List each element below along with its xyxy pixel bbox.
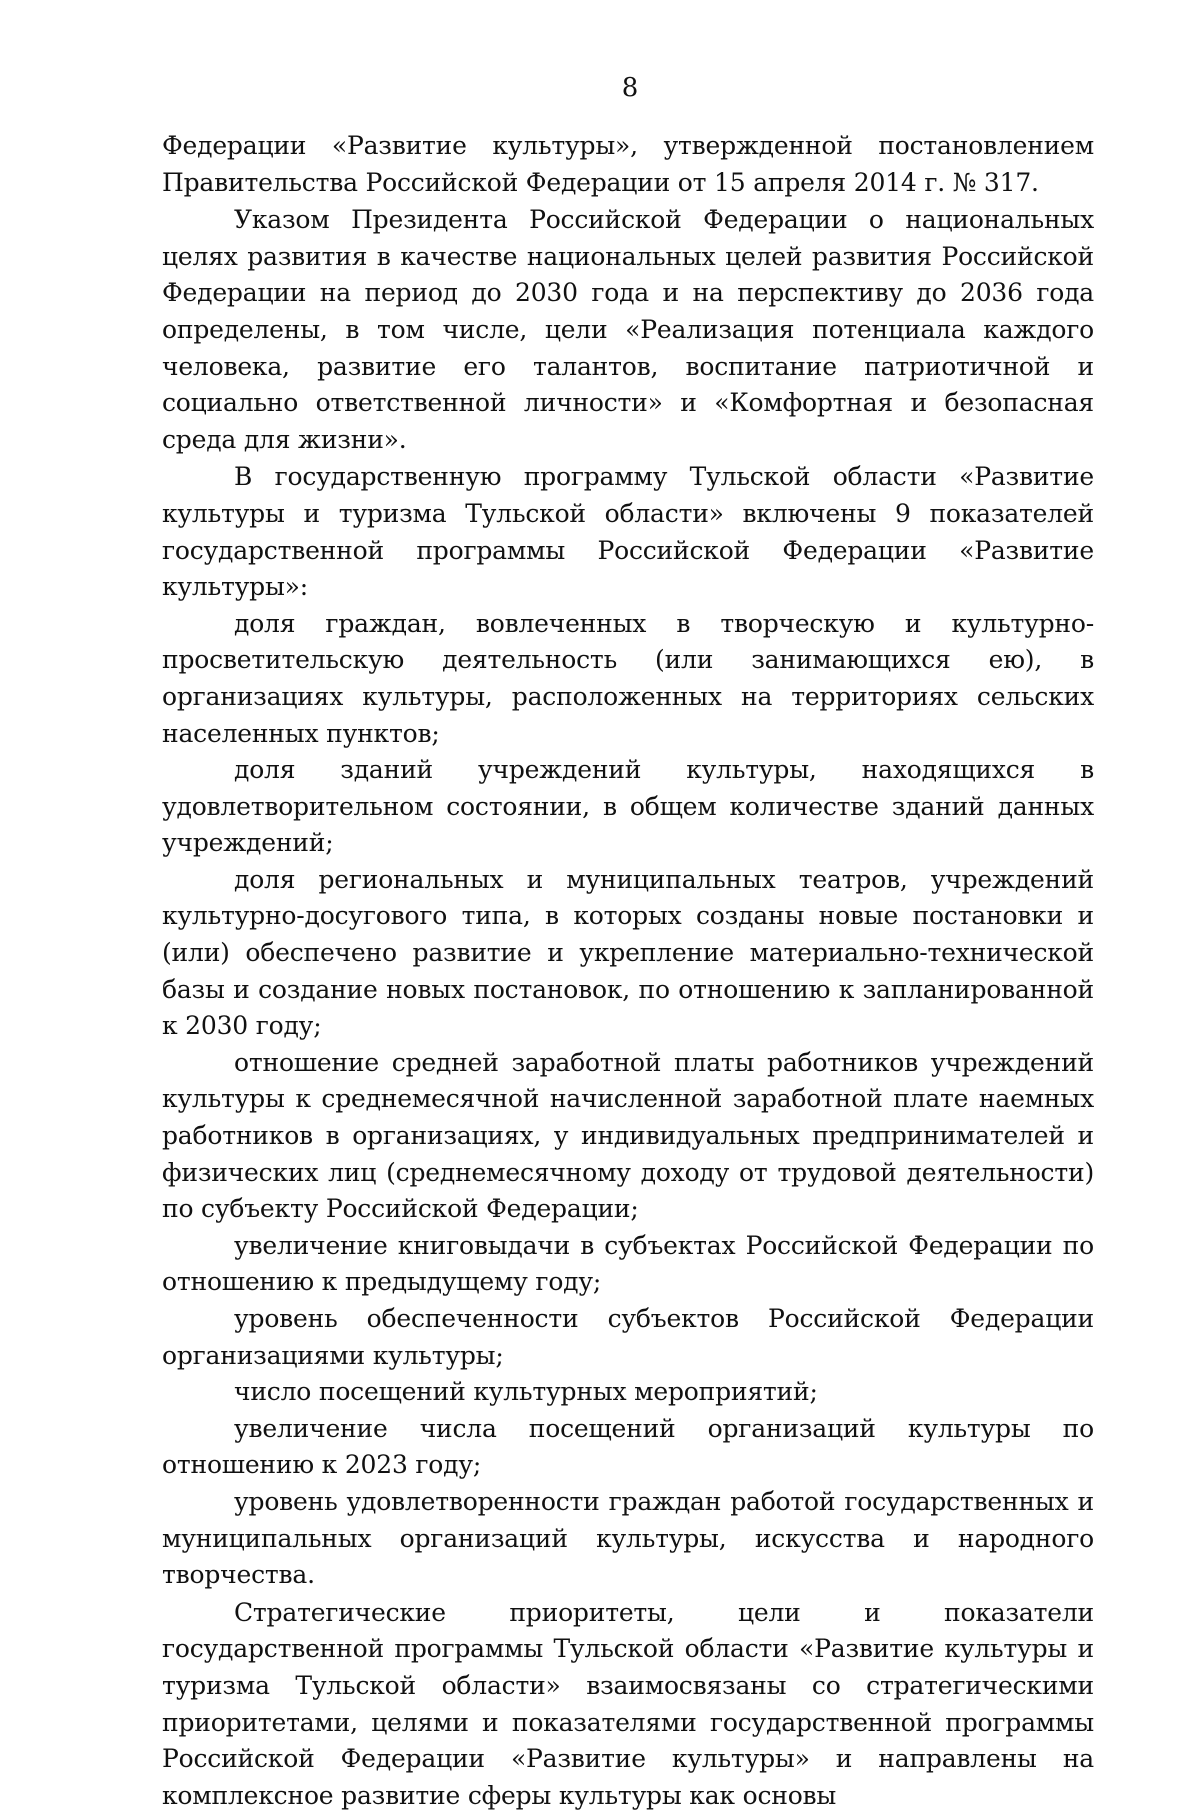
document-body bbox=[162, 128, 1094, 1814]
page-number: 8 bbox=[621, 73, 639, 103]
paragraph: Стратегические приоритеты, цели и показатели государственной программы Тульской области «Развитие культуры и туризма Тульской области» взаимосвязаны со стратегическими приоритетами, целями и показателями государственной программы Российской Федерации «Развитие культуры» и направлены на комплексное развитие сферы культуры как основы bbox=[162, 1597, 1094, 1810]
list-item: число посещений культурных мероприятий; bbox=[234, 1377, 818, 1407]
list-item: увеличение книговыдачи в субъектах Российской Федерации по отношению к предыдущему году; bbox=[162, 1230, 1094, 1297]
list-item: отношение средней заработной платы работников учреждений культуры к среднемесячной начисленной заработной плате наемных работников в организациях, у индивидуальных предпринимателей и физических лиц (среднемесячному доходу от трудовой деятельности) по субъекту Российской Федерации; bbox=[162, 1047, 1094, 1224]
list-item: увеличение числа посещений организаций культуры по отношению к 2023 году; bbox=[162, 1413, 1094, 1480]
paragraph: В государственную программу Тульской области «Развитие культуры и туризма Тульской области» включены 9 показателей государственной программы Российской Федерации «Развитие культуры»: bbox=[162, 462, 1094, 602]
paragraph: Указом Президента Российской Федерации о национальных целях развития в качестве национальных целей развития Российской Федерации на период до 2030 года и на перспективу до 2036 года определены, в том числе, цели «Реализация потенциала каждого человека, развитие его талантов, воспитание патриотичной и социально ответственной личности» и «Комфортная и безопасная среда для жизни». bbox=[162, 205, 1094, 454]
list-item: доля региональных и муниципальных театров, учреждений культурно-досугового типа, в которых созданы новые постановки и (или) обеспечено развитие и укрепление материально-технической базы и создание новых постановок, по отношению к запланированной к 2030 году; bbox=[162, 864, 1094, 1041]
list-item: уровень удовлетворенности граждан работой государственных и муниципальных организаций культуры, искусства и народного творчества. bbox=[162, 1486, 1094, 1590]
list-item: доля граждан, вовлеченных в творческую и культурно-просветительскую деятельность (или занимающихся ею), в организациях культуры, расположенных на территориях сельских населенных пунктов; bbox=[162, 608, 1094, 748]
list-item: доля зданий учреждений культуры, находящихся в удовлетворительном состоянии, в общем количестве зданий данных учреждений; bbox=[162, 755, 1094, 858]
paragraph: Федерации «Развитие культуры», утвержденной постановлением Правительства Российской Федерации от 15 апреля 2014 г. № 317. bbox=[162, 131, 1094, 197]
list-item: уровень обеспеченности субъектов Российской Федерации организациями культуры; bbox=[162, 1304, 1094, 1370]
